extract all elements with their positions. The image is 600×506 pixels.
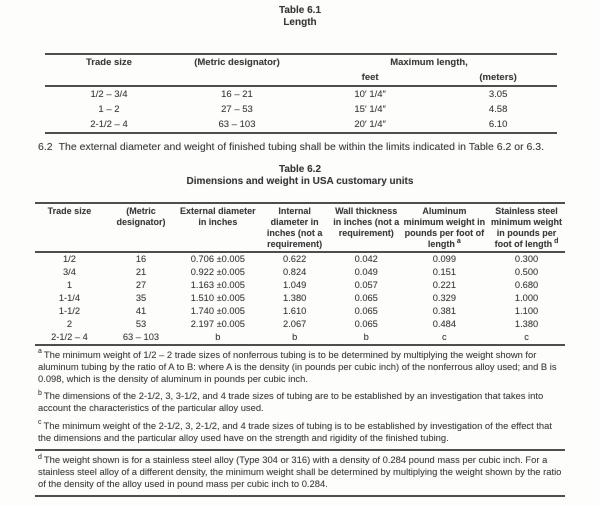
table-cell: 0.065 — [354, 319, 378, 329]
table-6-2-header — [35, 203, 565, 252]
footnote-c — [35, 417, 565, 446]
column-header-stainless-weight — [488, 203, 565, 252]
table-cell: 4.58 — [488, 104, 508, 115]
table-cell: 0.065 — [354, 306, 378, 316]
table-6-2-footnotes — [35, 346, 565, 497]
header-label: Stainless steel minimum weight in pounds per foot of length — [491, 205, 563, 249]
column-header-maximum-length: Maximum length, — [390, 57, 468, 68]
header-label: Internal diameter in inches (not a requirement) — [266, 205, 323, 249]
table-cell: 1.380 — [283, 293, 307, 303]
table-cell: 1/2 — [62, 254, 76, 264]
table-cell: 2.067 — [283, 319, 307, 329]
header-label: Wall thickness in inches (not a requirement) — [333, 205, 400, 238]
footnote-d — [35, 451, 565, 495]
footnote-marker: a — [38, 348, 42, 356]
table-cell: b — [363, 332, 369, 342]
table-cell: 35 — [135, 293, 147, 303]
table-6-1-body — [45, 86, 557, 133]
table-cell: 6.10 — [488, 119, 508, 130]
column-header-internal-diameter — [258, 203, 332, 252]
footnote-marker: c — [38, 419, 42, 427]
table-6-2 — [35, 202, 565, 346]
table-cell: 0.922 ±0.005 — [190, 267, 245, 277]
table-cell: 27 – 53 — [221, 104, 253, 115]
table-6-2-body — [35, 252, 565, 345]
table-cell: 15′ 1/4″ — [354, 104, 386, 115]
table-cell: 0.151 — [432, 267, 456, 277]
footnote-text: The minimum weight of the 2-1/2, 3, 2-1/2, and 4 trade sizes of tubing is to be established by investigation of the effect that the dimensions and the particular alloy used have on the strength and rigidity of the finished tubing. — [38, 419, 552, 443]
table-cell: 27 — [135, 280, 147, 290]
table-6-1-header — [45, 54, 557, 86]
table-row — [35, 331, 565, 345]
table-cell: 0.221 — [432, 280, 456, 290]
footnote-group-abc — [35, 346, 565, 449]
footnote-marker-d: d — [554, 237, 559, 245]
column-header-external-diameter — [178, 203, 258, 252]
table-cell: 53 — [135, 319, 147, 329]
table-cell: 0.057 — [354, 280, 378, 290]
table-6-1-title-block — [0, 0, 600, 29]
table-6-1 — [45, 53, 557, 134]
table-cell: 1 – 2 — [98, 104, 120, 115]
table-cell: 1.100 — [514, 306, 539, 316]
table-cell: 0.824 — [283, 267, 307, 277]
footnote-marker: b — [38, 389, 42, 397]
table-cell: 20′ 1/4″ — [354, 119, 386, 130]
table-row — [35, 279, 565, 292]
footnote-group-d — [35, 449, 565, 495]
table-cell: 0.099 — [432, 254, 456, 264]
column-header-aluminum-weight — [401, 203, 488, 252]
header-label: Trade size — [47, 205, 92, 216]
column-header-feet: feet — [361, 72, 379, 83]
table-cell: 1-1/4 — [58, 293, 81, 303]
table-row — [35, 252, 565, 266]
table-cell: 3/4 — [62, 267, 76, 277]
table-cell: b — [215, 332, 221, 342]
table-cell: 1.380 — [514, 319, 539, 329]
column-header-metric-designator: (Metric designator) — [194, 57, 280, 68]
table-row — [35, 318, 565, 331]
table-cell: 63 – 103 — [122, 332, 160, 342]
table-cell: 1.510 ±0.005 — [190, 293, 245, 303]
header-label: External diameter in inches — [180, 205, 256, 227]
table-6-1-subtitle: Length — [283, 17, 317, 28]
table-cell: 0.300 — [514, 254, 539, 264]
table-cell: 16 — [135, 254, 147, 264]
table-6-2-subtitle: Dimensions and weight in USA customary units — [186, 175, 414, 187]
table-cell: 1.163 ±0.005 — [190, 280, 245, 290]
table-cell: c — [524, 332, 529, 342]
table-row — [35, 292, 565, 305]
clause-6-2-paragraph — [38, 141, 572, 154]
footnote-a — [35, 346, 565, 388]
table-cell: 0.680 — [514, 280, 539, 290]
table-cell: 0.622 — [283, 254, 307, 264]
table-cell: 2-1/2 – 4 — [90, 119, 128, 130]
table-row — [45, 102, 557, 117]
table-cell: 1.000 — [514, 293, 539, 303]
table-6-2-title-block — [0, 164, 600, 188]
table-cell: 0.049 — [354, 267, 378, 277]
table-cell: 16 – 21 — [221, 89, 253, 100]
footnote-b — [35, 387, 565, 416]
table-cell: 63 – 103 — [218, 119, 256, 130]
table-cell: 3.05 — [488, 89, 508, 100]
table-cell: 0.042 — [354, 254, 378, 264]
table-cell: 2-1/2 – 4 — [51, 332, 88, 342]
table-cell: 0.484 — [432, 319, 456, 329]
header-row — [45, 54, 557, 70]
table-cell: 10′ 1/4″ — [354, 89, 386, 100]
table-6-1-title: Table 6.1 — [278, 5, 322, 16]
table-cell: 1.610 — [283, 306, 307, 316]
footnote-text: The dimensions of the 2-1/2, 3, 3-1/2, and 4 trade sizes of tubing are to be established by an investigation that takes into account the characteristics of the particular alloy used. — [38, 390, 544, 414]
table-cell: 0.065 — [354, 293, 378, 303]
table-cell: 2 — [66, 319, 73, 329]
table-cell: b — [292, 332, 298, 342]
footnote-text: The weight shown is for a stainless steel alloy (Type 304 or 316) with a density of 0.284 pound mass per cubic inch. For a stainless steel alloy of a different density, the minimum weight shall be determined by multiplying the weight shown by the ratio of the density of the alloy used in pound mass per cubic inch to 0.284. — [38, 453, 562, 490]
table-cell: 41 — [135, 306, 147, 316]
table-cell: 21 — [135, 267, 147, 277]
clause-text: The external diameter and weight of finished tubing shall be within the limits indicated in Table 6.2 or 6.3. — [58, 141, 545, 153]
table-cell: 0.329 — [432, 293, 456, 303]
table-row — [45, 86, 557, 102]
table-cell: 1.049 — [283, 280, 307, 290]
table-cell: c — [442, 332, 447, 342]
table-cell: 1/2 – 3/4 — [90, 89, 128, 100]
footnote-text: The minimum weight of 1/2 – 2 trade sizes of nonferrous tubing is to be determined by multiplying the weight shown for aluminum tubing by the ratio of A to B: where A is the density (in pounds per cubic inch) of the nonferrous alloy used; and B is 0.098, which is the density of aluminum in pounds per cubic inch. — [38, 348, 557, 384]
table-cell: 1.740 ±0.005 — [190, 306, 245, 316]
column-header-trade-size — [35, 203, 104, 252]
table-row — [35, 305, 565, 318]
table-cell: 0.500 — [514, 267, 539, 277]
header-label: (Metric designator) — [116, 205, 166, 227]
table-cell: 0.381 — [432, 306, 456, 316]
clause-number: 6.2 — [38, 141, 53, 153]
table-cell: 2.197 ±0.005 — [190, 319, 245, 329]
table-cell: 1 — [66, 280, 73, 290]
column-header-wall-thickness — [332, 203, 401, 252]
column-header-meters: (meters) — [479, 72, 517, 83]
table-6-2-title: Table 6.2 — [278, 163, 322, 175]
footnote-marker: d — [38, 453, 42, 461]
column-header-metric-designator — [104, 203, 178, 252]
header-row — [35, 203, 565, 252]
table-cell: 0.706 ±0.005 — [190, 254, 245, 264]
column-header-trade-size: Trade size — [86, 57, 132, 68]
table-cell: 1-1/2 — [58, 306, 81, 316]
footnote-marker-a: a — [456, 237, 461, 245]
header-label: Aluminum minimum weight in pounds per foot of length — [403, 205, 486, 249]
table-row — [45, 117, 557, 133]
table-row — [35, 266, 565, 279]
